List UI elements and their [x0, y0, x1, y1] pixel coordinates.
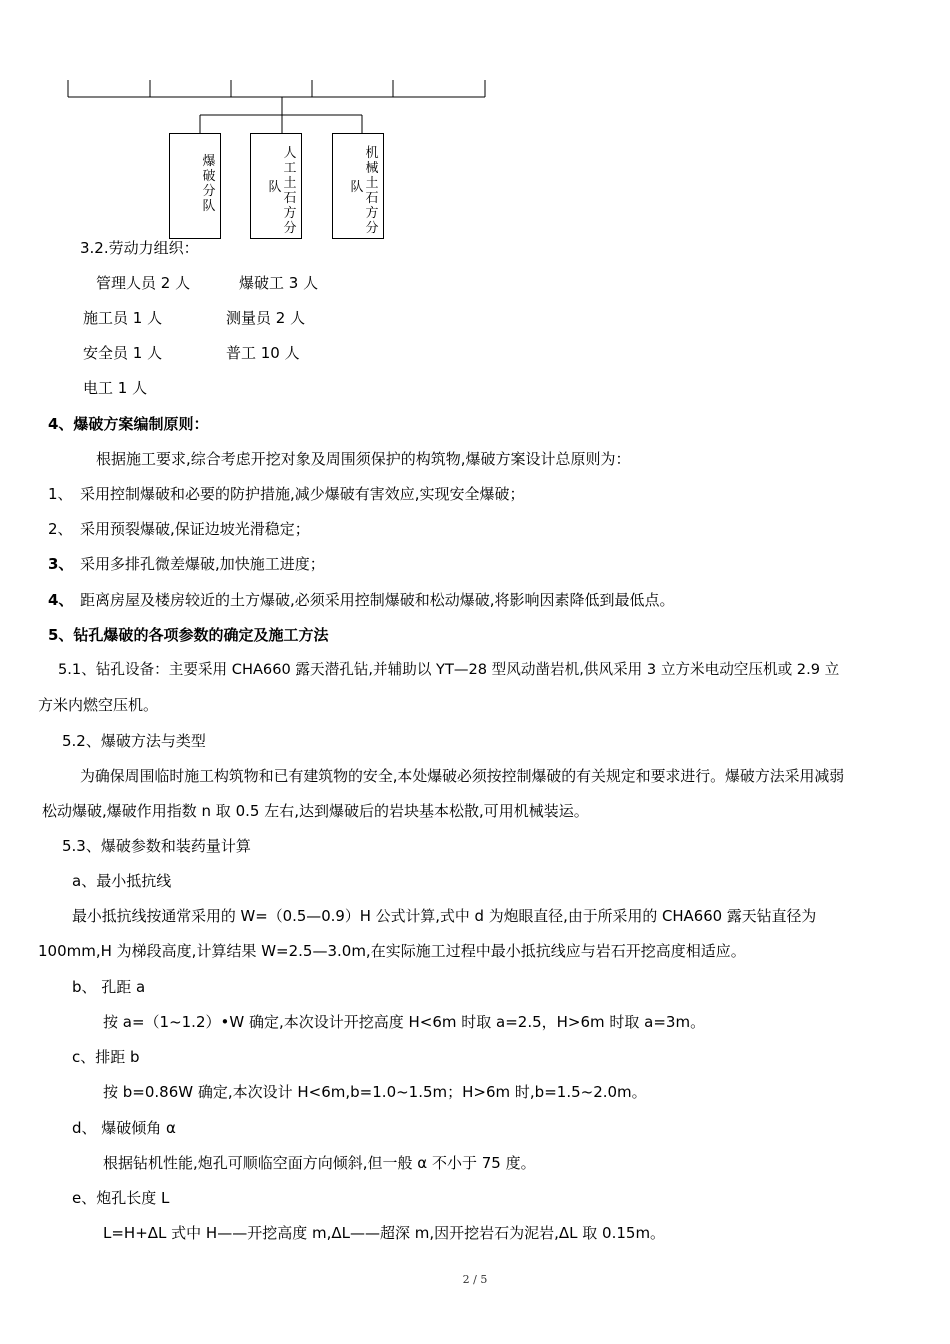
principle-text: 采用控制爆破和必要的防护措施,减少爆破有害效应,实现安全爆破； [80, 485, 525, 503]
param-a-line: 100mm,H 为梯段高度,计算结果 W=2.5—3.0m,在实际施工过程中最小抵抗线应与岩石开挖高度相适应。 [38, 942, 746, 960]
section-5-1-line: 5.1、钻孔设备：主要采用 CHA660 露天潜孔钻,并辅助以 YT—28 型风动凿岩机,供风采用 3 立方米电动空压机或 2.9 立 [58, 661, 840, 678]
labor-item: 电工 1 人 [83, 379, 148, 397]
labor-heading: 3.2.劳动力组织： [80, 239, 199, 257]
section-5-title: 5、钻孔爆破的各项参数的确定及施工方法 [48, 626, 329, 644]
param-c-text: 按 b=0.86W 确定,本次设计 H<6m,b=1.0~1.5m；H>6m 时,b=1.5~2.0m。 [103, 1083, 647, 1101]
section-5-2-line: 松动爆破,爆破作用指数 n 取 0.5 左右,达到爆破后的岩块基本松散,可用机械装运。 [42, 802, 589, 820]
labor-item: 安全员 1 人 [83, 344, 163, 362]
principle-text: 距离房屋及楼房较近的土方爆破,必须采用控制爆破和松动爆破,将影响因素降低到最低点。 [80, 591, 675, 609]
param-e-title: e、炮孔长度 L [72, 1189, 170, 1207]
param-a-title: a、最小抵抗线 [72, 872, 172, 890]
org-unit-label-2: 队 [350, 180, 364, 195]
param-e-text: L=H+ΔL 式中 H——开挖高度 m,ΔL——超深 m,因开挖岩石为泥岩,ΔL 取 0.15m。 [103, 1224, 666, 1242]
principle-number: 4、 [48, 591, 74, 609]
org-unit-label: 机械土石方分 [365, 146, 379, 236]
org-unit-label: 爆破分队 [202, 154, 216, 214]
org-chart [0, 0, 950, 245]
principle-text: 采用预裂爆破,保证边坡光滑稳定； [80, 520, 310, 538]
page-number: 2 / 5 [462, 1273, 488, 1286]
principle-number: 2、 [48, 520, 73, 538]
section-5-2-heading: 5.2、爆破方法与类型 [62, 732, 206, 750]
org-unit-label: 人工土石方分 [283, 146, 297, 236]
param-c-title: c、排距 b [72, 1048, 140, 1066]
labor-item: 管理人员 2 人 [96, 274, 191, 292]
org-unit-label-2: 队 [268, 180, 282, 195]
section-5-2-line: 为确保周围临时施工构筑物和已有建筑物的安全,本处爆破必须按控制爆破的有关规定和要求进行。爆破方法采用减弱 [80, 767, 845, 785]
section-5-3-heading: 5.3、爆破参数和装药量计算 [62, 837, 251, 855]
section-5-1-line: 方米内燃空压机。 [38, 696, 159, 714]
labor-item: 普工 10 人 [226, 344, 300, 362]
section-4-intro: 根据施工要求,综合考虑开挖对象及周围须保护的构筑物,爆破方案设计总原则为： [96, 450, 631, 468]
principle-text: 采用多排孔微差爆破,加快施工进度； [80, 555, 325, 573]
labor-item: 测量员 2 人 [226, 309, 306, 327]
param-b-title: b、 孔距 a [72, 978, 146, 996]
principle-number: 3、 [48, 555, 74, 573]
labor-item: 施工员 1 人 [83, 309, 163, 327]
param-b-text: 按 a=（1~1.2）•W 确定,本次设计开挖高度 H<6m 时取 a=2.5，H>6m 时取 a=3m。 [103, 1013, 706, 1031]
org-unit-mechanical-earthwork [332, 133, 384, 239]
param-d-text: 根据钻机性能,炮孔可顺临空面方向倾斜,但一般 α 不小于 75 度。 [103, 1154, 536, 1172]
section-4-title: 4、爆破方案编制原则： [48, 415, 209, 433]
labor-item: 爆破工 3 人 [239, 274, 319, 292]
org-unit-manual-earthwork [250, 133, 302, 239]
param-a-line: 最小抵抗线按通常采用的 W=（0.5—0.9）H 公式计算,式中 d 为炮眼直径,由于所采用的 CHA660 露天钻直径为 [72, 907, 817, 925]
param-d-title: d、 爆破倾角 α [72, 1119, 176, 1137]
principle-number: 1、 [48, 485, 73, 503]
org-unit-blasting [169, 133, 221, 239]
